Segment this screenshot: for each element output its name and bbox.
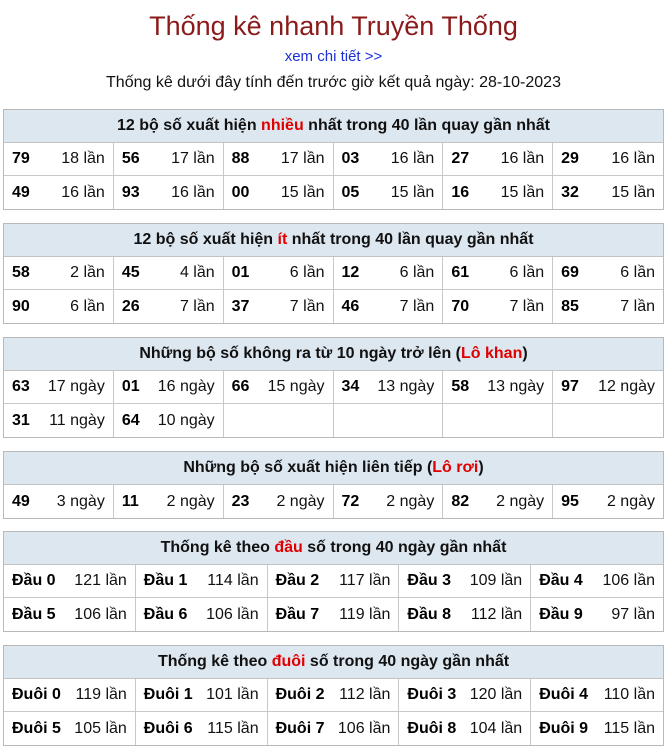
stat-key: 34	[341, 378, 360, 395]
least-grid	[4, 257, 663, 323]
stat-value: 121 lần	[74, 572, 127, 589]
stat-cell	[114, 404, 224, 437]
empty-cell	[443, 404, 553, 437]
stat-cell	[443, 143, 553, 176]
stat-cell	[4, 257, 114, 290]
stat-key: 49	[12, 183, 30, 201]
stat-cell	[114, 371, 224, 404]
stat-value: 15 ngày	[267, 378, 325, 395]
dau-section	[3, 531, 664, 632]
stat-value: 104 lần	[469, 719, 523, 737]
stat-value: 15 lần	[611, 183, 655, 201]
stat-key: 01	[231, 264, 250, 281]
stat-cell	[4, 290, 114, 323]
stat-value: 6 lần	[620, 264, 655, 281]
stat-value: 106 lần	[74, 605, 127, 623]
stat-cell	[4, 565, 136, 598]
stat-key: 05	[341, 183, 360, 201]
stat-key: 37	[231, 297, 250, 315]
stat-key: 69	[561, 264, 579, 281]
stat-value: 112 lần	[470, 605, 523, 623]
stat-key: 82	[451, 492, 470, 510]
stat-value: 3 ngày	[56, 492, 105, 510]
stat-cell	[4, 143, 114, 176]
stat-cell	[268, 712, 400, 745]
stat-value: 7 lần	[399, 297, 435, 315]
stat-cell	[553, 176, 663, 209]
stat-key: Đuôi 6	[143, 719, 193, 737]
stat-key: Đầu 5	[12, 605, 56, 623]
stat-cell	[136, 679, 268, 712]
stat-value: 16 lần	[171, 183, 215, 201]
stat-value: 7 lần	[620, 297, 655, 315]
stat-key: 45	[121, 264, 140, 281]
stat-value: 10 ngày	[157, 411, 215, 429]
stat-value: 17 lần	[171, 150, 215, 167]
stat-value: 16 ngày	[157, 378, 215, 395]
stat-key: Đuôi 8	[407, 719, 457, 737]
stat-key: 70	[451, 297, 470, 315]
stat-key: 27	[451, 150, 470, 167]
stat-key: 23	[231, 492, 250, 510]
stat-cell	[399, 679, 531, 712]
stat-value: 115 lần	[207, 719, 259, 737]
stat-key: Đuôi 2	[275, 686, 325, 703]
stat-key: 64	[121, 411, 140, 429]
stat-value: 6 lần	[399, 264, 435, 281]
stat-key: 63	[12, 378, 30, 395]
stat-cell	[399, 598, 531, 631]
stat-value: 18 lần	[61, 150, 105, 167]
section-heading: 12 bộ số xuất hiện ít nhất trong 40 lần quay gần nhất	[4, 224, 663, 257]
stat-cell	[224, 485, 334, 518]
stat-key: 72	[341, 492, 360, 510]
most-grid	[4, 143, 663, 209]
stat-cell	[4, 371, 114, 404]
stat-key: Đầu 4	[539, 572, 583, 589]
stat-cell	[334, 371, 444, 404]
stat-cell	[531, 598, 663, 631]
least-frequent-section	[3, 223, 664, 324]
stat-cell	[553, 290, 663, 323]
stat-value: 2 ngày	[496, 492, 545, 510]
stat-cell	[136, 565, 268, 598]
stat-key: Đuôi 3	[407, 686, 457, 703]
stat-key: 01	[121, 378, 140, 395]
duoi-section	[3, 645, 664, 746]
stat-key: 11	[121, 492, 139, 510]
section-heading: Những bộ số xuất hiện liên tiếp (Lô rơi)	[4, 452, 663, 485]
stat-cell	[334, 485, 444, 518]
stat-value: 2 ngày	[606, 492, 655, 510]
stat-cell	[114, 143, 224, 176]
stat-cell	[399, 565, 531, 598]
view-detail-link[interactable]: xem chi tiết >>	[284, 48, 383, 65]
stat-key: 26	[121, 297, 140, 315]
stat-cell	[4, 712, 136, 745]
stat-cell	[4, 598, 136, 631]
lo-khan-section	[3, 337, 664, 438]
stat-cell	[443, 257, 553, 290]
stat-cell	[334, 290, 444, 323]
stat-cell	[531, 679, 663, 712]
stat-cell	[224, 176, 334, 209]
stat-value: 106 lần	[337, 719, 391, 737]
duoi-grid	[4, 679, 663, 745]
stat-key: 61	[451, 264, 470, 281]
stat-value: 2 lần	[70, 264, 105, 281]
stat-value: 16 lần	[611, 150, 655, 167]
stat-cell	[4, 176, 114, 209]
stat-value: 17 lần	[280, 150, 325, 167]
stat-key: 88	[231, 150, 250, 167]
stat-key: Đầu 2	[275, 572, 320, 589]
stat-cell	[443, 176, 553, 209]
stat-value: 119 lần	[75, 686, 127, 703]
stat-value: 17 ngày	[47, 378, 105, 395]
stat-key: Đuôi 4	[539, 686, 589, 703]
stat-cell	[443, 485, 553, 518]
dau-grid	[4, 565, 663, 631]
stat-key: 85	[561, 297, 579, 315]
stat-value: 12 ngày	[598, 378, 655, 395]
stat-key: 12	[341, 264, 360, 281]
empty-cell	[553, 404, 663, 437]
stat-value: 7 lần	[289, 297, 325, 315]
detail-link-wrap	[0, 47, 667, 67]
stat-value: 15 lần	[390, 183, 435, 201]
stat-value: 6 lần	[509, 264, 545, 281]
stat-value: 106 lần	[206, 605, 259, 623]
stat-key: 31	[12, 411, 30, 429]
stat-cell	[224, 143, 334, 176]
stat-cell	[553, 257, 663, 290]
stat-cell	[114, 290, 224, 323]
stat-cell	[224, 371, 334, 404]
stat-cell	[4, 679, 136, 712]
stat-cell	[553, 143, 663, 176]
stat-value: 105 lần	[74, 719, 127, 737]
stat-value: 16 lần	[61, 183, 105, 201]
stat-key: Đầu 3	[407, 572, 451, 589]
stat-value: 4 lần	[179, 264, 215, 281]
stat-cell	[334, 257, 444, 290]
stat-value: 119 lần	[339, 605, 391, 623]
stat-cell	[268, 565, 400, 598]
section-heading: Thống kê theo đầu số trong 40 ngày gần nhất	[4, 532, 663, 565]
stat-key: 03	[341, 150, 360, 167]
stat-cell	[268, 598, 400, 631]
page-title: Thống kê nhanh Truyền Thống	[149, 11, 518, 41]
date-subtitle: Thống kê dưới đây tính đến trước giờ kết quả ngày: 28-10-2023	[106, 74, 561, 91]
stat-value: 13 ngày	[487, 378, 545, 395]
stat-key: Đầu 0	[12, 572, 56, 589]
stat-value: 15 lần	[500, 183, 545, 201]
stat-cell	[4, 485, 114, 518]
stat-value: 16 lần	[500, 150, 545, 167]
stat-value: 101 lần	[206, 686, 259, 703]
stat-cell	[443, 290, 553, 323]
stat-key: Đầu 8	[407, 605, 451, 623]
stat-value: 114 lần	[207, 572, 259, 589]
stat-value: 7 lần	[179, 297, 215, 315]
stat-key: 58	[451, 378, 470, 395]
stat-cell	[136, 598, 268, 631]
stat-key: Đầu 7	[275, 605, 320, 623]
lo-roi-grid	[4, 485, 663, 518]
stat-cell	[553, 485, 663, 518]
most-frequent-section	[3, 109, 664, 210]
stat-cell	[4, 404, 114, 437]
stat-key: Đầu 1	[143, 572, 188, 589]
stat-value: 106 lần	[602, 572, 655, 589]
stat-key: Đuôi 7	[275, 719, 325, 737]
stat-key: Đuôi 9	[539, 719, 589, 737]
stat-key: Đầu 6	[143, 605, 188, 623]
stat-cell	[531, 565, 663, 598]
stat-key: Đuôi 1	[143, 686, 193, 703]
stat-value: 15 lần	[280, 183, 325, 201]
stat-cell	[334, 176, 444, 209]
lo-roi-section	[3, 451, 664, 519]
lo-khan-grid	[4, 371, 663, 437]
stat-value: 16 lần	[390, 150, 435, 167]
stat-cell	[114, 485, 224, 518]
stat-key: 46	[341, 297, 360, 315]
stat-cell	[268, 679, 400, 712]
empty-cell	[334, 404, 444, 437]
stat-value: 2 ngày	[166, 492, 215, 510]
stat-cell	[114, 257, 224, 290]
stat-key: 93	[121, 183, 140, 201]
stat-cell	[334, 143, 444, 176]
stat-value: 6 lần	[289, 264, 325, 281]
stat-value: 6 lần	[70, 297, 105, 315]
stat-value: 110 lần	[603, 686, 655, 703]
stat-value: 109 lần	[469, 572, 523, 589]
stat-key: 32	[561, 183, 579, 201]
section-heading: Những bộ số không ra từ 10 ngày trở lên (Lô khan)	[4, 338, 663, 371]
stat-value: 115 lần	[603, 719, 655, 737]
stat-key: 95	[561, 492, 579, 510]
stat-cell	[443, 371, 553, 404]
stat-key: 97	[561, 378, 579, 395]
stat-value: 112 lần	[339, 686, 391, 703]
stat-cell	[114, 176, 224, 209]
stat-value: 120 lần	[469, 686, 523, 703]
stat-key: Đuôi 0	[12, 686, 61, 703]
stat-value: 117 lần	[339, 572, 391, 589]
stat-key: 90	[12, 297, 30, 315]
stat-value: 13 ngày	[377, 378, 435, 395]
stat-value: 97 lần	[611, 605, 655, 623]
stat-key: Đuôi 5	[12, 719, 61, 737]
stat-key: 29	[561, 150, 579, 167]
stat-value: 11 ngày	[49, 411, 105, 429]
stat-value: 2 ngày	[276, 492, 325, 510]
stat-key: 16	[451, 183, 470, 201]
stat-cell	[399, 712, 531, 745]
stat-cell	[224, 257, 334, 290]
stat-key: 66	[231, 378, 250, 395]
stat-cell	[136, 712, 268, 745]
stat-value: 2 ngày	[386, 492, 435, 510]
stat-cell	[224, 290, 334, 323]
stat-cell	[553, 371, 663, 404]
stat-cell	[531, 712, 663, 745]
empty-cell	[224, 404, 334, 437]
stat-key: 56	[121, 150, 140, 167]
stat-key: 79	[12, 150, 30, 167]
stat-key: 49	[12, 492, 30, 510]
section-heading: Thống kê theo đuôi số trong 40 ngày gần nhất	[4, 646, 663, 679]
stat-value: 7 lần	[509, 297, 545, 315]
section-heading: 12 bộ số xuất hiện nhiều nhất trong 40 lần quay gần nhất	[4, 110, 663, 143]
stat-key: 00	[231, 183, 250, 201]
stat-key: Đầu 9	[539, 605, 583, 623]
stat-key: 58	[12, 264, 30, 281]
